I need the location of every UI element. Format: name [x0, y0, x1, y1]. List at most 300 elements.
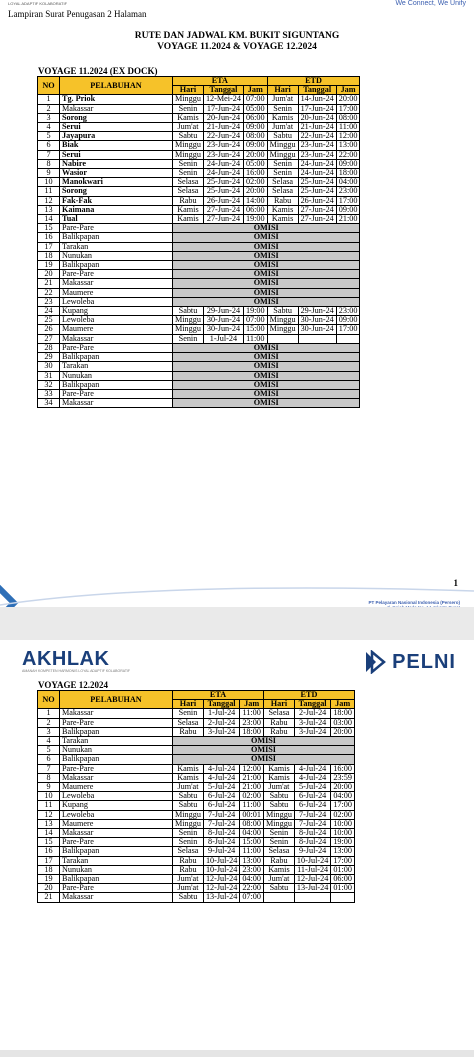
row-number: 21 — [38, 279, 60, 288]
eta-day: Selasa — [173, 178, 204, 187]
row-number: 20 — [38, 884, 60, 893]
eta-time: 04:00 — [240, 829, 264, 838]
etd-date: 23-Jun-24 — [298, 150, 336, 159]
eta-time: 09:00 — [243, 123, 267, 132]
port-name: Sorong — [60, 113, 173, 122]
table-row — [38, 95, 360, 104]
row-number: 19 — [38, 875, 60, 884]
table-row — [38, 792, 355, 801]
eta-day: Rabu — [173, 856, 204, 865]
table-row — [38, 755, 355, 764]
etd-day: Minggu — [267, 316, 298, 325]
etd-time: 18:00 — [336, 169, 360, 178]
port-name: Pare-Pare — [60, 718, 173, 727]
row-number: 14 — [38, 829, 60, 838]
eta-day: Selasa — [173, 187, 204, 196]
row-number: 18 — [38, 865, 60, 874]
eta-date: 8-Jul-24 — [203, 838, 239, 847]
row-number: 16 — [38, 847, 60, 856]
eta-date: 10-Jul-24 — [203, 865, 239, 874]
omisi-cell: OMISI — [173, 362, 360, 371]
etd-date: 17-Jun-24 — [298, 104, 336, 113]
table-row — [38, 362, 360, 371]
port-name: Makassar — [60, 709, 173, 718]
eta-date: 7-Jul-24 — [203, 819, 239, 828]
akhlak-tagline: AMANAH KOMPETEN HARMONIS LOYAL ADAPTIF KOLABORATIF — [22, 669, 131, 673]
omisi-cell: OMISI — [173, 353, 360, 362]
etd-time: 17:00 — [336, 196, 360, 205]
etd-time: 23:59 — [331, 773, 355, 782]
row-number: 15 — [38, 838, 60, 847]
eta-day: Minggu — [173, 316, 204, 325]
table-row — [38, 893, 355, 902]
etd-time: 09:00 — [336, 205, 360, 214]
etd-day: Selasa — [267, 187, 298, 196]
etd-date: 12-Jul-24 — [294, 875, 330, 884]
etd-day: Rabu — [263, 727, 294, 736]
eta-date: 23-Jun-24 — [203, 141, 243, 150]
eta-time: 00:01 — [240, 810, 264, 819]
table-row — [38, 737, 355, 746]
port-name: Pare-Pare — [60, 224, 173, 233]
etd-time: 23:00 — [336, 307, 360, 316]
etd-time: 13:00 — [336, 141, 360, 150]
etd-date: 7-Jul-24 — [294, 810, 330, 819]
port-name: Jayapura — [60, 132, 173, 141]
port-name: Makassar — [60, 829, 173, 838]
col-eta-jam: Jam — [240, 700, 264, 709]
table-row — [38, 141, 360, 150]
table-row — [38, 187, 360, 196]
etd-time: 21:00 — [336, 215, 360, 224]
eta-date: 2-Jul-24 — [203, 718, 239, 727]
eta-time: 02:00 — [240, 792, 264, 801]
row-number: 24 — [38, 307, 60, 316]
table-row — [38, 132, 360, 141]
etd-day: Kamis — [263, 773, 294, 782]
omisi-cell: OMISI — [173, 380, 360, 389]
eta-time: 23:00 — [240, 718, 264, 727]
port-name: Pare-Pare — [60, 389, 173, 398]
eta-day: Sabtu — [173, 307, 204, 316]
table-row — [38, 773, 355, 782]
port-name: Makassar — [60, 334, 173, 343]
etd-time: 17:00 — [331, 856, 355, 865]
col-eta-tanggal: Tanggal — [203, 700, 239, 709]
col-no: NO — [38, 77, 60, 95]
table-row — [38, 875, 355, 884]
row-number: 14 — [38, 215, 60, 224]
document-title: RUTE DAN JADWAL KM. BUKIT SIGUNTANG — [134, 31, 340, 41]
port-name: Kaimana — [60, 205, 173, 214]
eta-time: 20:00 — [243, 150, 267, 159]
table-row — [38, 389, 360, 398]
row-number: 5 — [38, 132, 60, 141]
eta-time: 19:00 — [243, 215, 267, 224]
eta-day: Minggu — [173, 325, 204, 334]
row-number: 19 — [38, 261, 60, 270]
col-no: NO — [38, 691, 60, 709]
port-name: Balikpapan — [60, 755, 173, 764]
port-name: Tarakan — [60, 856, 173, 865]
eta-day: Rabu — [173, 727, 204, 736]
pelni-wordmark: PELNI — [392, 650, 456, 673]
row-number: 8 — [38, 773, 60, 782]
etd-time: 10:00 — [331, 819, 355, 828]
etd-time: 06:00 — [331, 875, 355, 884]
eta-day: Jum'at — [173, 783, 204, 792]
etd-day: Senin — [267, 169, 298, 178]
row-number: 6 — [38, 141, 60, 150]
etd-date: 3-Jul-24 — [294, 718, 330, 727]
table-row — [38, 159, 360, 168]
col-etd-hari: Hari — [267, 86, 298, 95]
etd-time — [331, 893, 355, 902]
table-row — [38, 325, 360, 334]
port-name: Lewoleba — [60, 297, 173, 306]
eta-time: 14:00 — [243, 196, 267, 205]
eta-date: 30-Jun-24 — [203, 325, 243, 334]
port-name: Makassar — [60, 773, 173, 782]
col-eta: ETA — [173, 691, 264, 700]
etd-date: 5-Jul-24 — [294, 783, 330, 792]
table-row — [38, 215, 360, 224]
etd-time: 20:00 — [331, 783, 355, 792]
col-eta-tanggal: Tanggal — [203, 86, 243, 95]
table-row — [38, 810, 355, 819]
etd-time: 03:00 — [331, 718, 355, 727]
row-number: 33 — [38, 389, 60, 398]
company-name: PT Pelayaran Nasional Indonesia (Persero) — [368, 600, 460, 605]
eta-day: Senin — [173, 709, 204, 718]
row-number: 17 — [38, 242, 60, 251]
etd-day: Rabu — [263, 718, 294, 727]
row-number: 1 — [38, 95, 60, 104]
table-row — [38, 178, 360, 187]
voyage-label: VOYAGE 11.2024 (EX DOCK) — [38, 66, 158, 76]
port-name: Balikpapan — [60, 727, 173, 736]
etd-day: Senin — [263, 829, 294, 838]
etd-day: Kamis — [267, 205, 298, 214]
etd-time: 23:00 — [336, 187, 360, 196]
eta-date: 21-Jun-24 — [203, 123, 243, 132]
row-number: 16 — [38, 233, 60, 242]
omisi-cell: OMISI — [173, 270, 360, 279]
port-name: Tg. Priok — [60, 95, 173, 104]
port-name: Kupang — [60, 801, 173, 810]
etd-day: Senin — [267, 104, 298, 113]
omisi-cell: OMISI — [173, 343, 360, 352]
eta-time: 15:00 — [243, 325, 267, 334]
row-number: 11 — [38, 801, 60, 810]
table-row — [38, 113, 360, 122]
etd-date: 30-Jun-24 — [298, 316, 336, 325]
eta-day: Sabtu — [173, 132, 204, 141]
pelni-logo — [364, 650, 456, 674]
eta-time: 11:00 — [240, 709, 264, 718]
col-etd-hari: Hari — [263, 700, 294, 709]
etd-date: 22-Jun-24 — [298, 132, 336, 141]
row-number: 12 — [38, 810, 60, 819]
omisi-cell: OMISI — [173, 755, 355, 764]
eta-date: 27-Jun-24 — [203, 215, 243, 224]
eta-time: 05:00 — [243, 159, 267, 168]
etd-day: Senin — [267, 159, 298, 168]
port-name: Sorong — [60, 187, 173, 196]
etd-date: 26-Jun-24 — [298, 196, 336, 205]
etd-date: 11-Jul-24 — [294, 865, 330, 874]
etd-time: 16:00 — [331, 764, 355, 773]
port-name: Pare-Pare — [60, 270, 173, 279]
eta-day: Minggu — [173, 150, 204, 159]
port-name: Nabire — [60, 159, 173, 168]
eta-day: Rabu — [173, 865, 204, 874]
etd-date: 10-Jul-24 — [294, 856, 330, 865]
table-row — [38, 838, 355, 847]
port-name: Pare-Pare — [60, 884, 173, 893]
table-row — [38, 746, 355, 755]
etd-day: Selasa — [267, 178, 298, 187]
eta-date: 22-Jun-24 — [203, 132, 243, 141]
table-row — [38, 307, 360, 316]
schedule-table-voyage-11 — [37, 76, 360, 408]
etd-day: Minggu — [267, 150, 298, 159]
table-row — [38, 865, 355, 874]
table-row — [38, 884, 355, 893]
eta-time: 12:00 — [240, 764, 264, 773]
omisi-cell: OMISI — [173, 737, 355, 746]
etd-day: Rabu — [267, 196, 298, 205]
port-name: Balikpapan — [60, 261, 173, 270]
etd-time: 08:00 — [336, 113, 360, 122]
row-number: 3 — [38, 113, 60, 122]
row-number: 10 — [38, 178, 60, 187]
omisi-cell: OMISI — [173, 288, 360, 297]
etd-day: Selasa — [263, 709, 294, 718]
omisi-cell: OMISI — [173, 261, 360, 270]
eta-day: Senin — [173, 334, 204, 343]
port-name: Makassar — [60, 399, 173, 408]
etd-date: 9-Jul-24 — [294, 847, 330, 856]
table-row — [38, 224, 360, 233]
eta-day: Kamis — [173, 205, 204, 214]
etd-time: 17:00 — [336, 325, 360, 334]
col-eta-hari: Hari — [173, 700, 204, 709]
etd-day: Selasa — [263, 847, 294, 856]
eta-time: 02:00 — [243, 178, 267, 187]
etd-day: Sabtu — [267, 307, 298, 316]
omisi-cell: OMISI — [173, 242, 360, 251]
etd-day: Senin — [263, 838, 294, 847]
eta-date: 24-Jun-24 — [203, 169, 243, 178]
etd-time: 22:00 — [336, 150, 360, 159]
etd-date: 14-Jun-24 — [298, 95, 336, 104]
etd-day: Minggu — [267, 325, 298, 334]
eta-day: Sabtu — [173, 792, 204, 801]
row-number: 7 — [38, 150, 60, 159]
table-row — [38, 150, 360, 159]
row-number: 13 — [38, 205, 60, 214]
col-etd-tanggal: Tanggal — [294, 700, 330, 709]
eta-time: 19:00 — [243, 307, 267, 316]
etd-date: 7-Jul-24 — [294, 819, 330, 828]
row-number: 6 — [38, 755, 60, 764]
etd-date: 2-Jul-24 — [294, 709, 330, 718]
port-name: Tarakan — [60, 362, 173, 371]
table-row — [38, 196, 360, 205]
table-row — [38, 251, 360, 260]
eta-day: Minggu — [173, 810, 204, 819]
eta-day: Senin — [173, 159, 204, 168]
etd-date: 24-Jun-24 — [298, 159, 336, 168]
etd-date: 25-Jun-24 — [298, 187, 336, 196]
etd-date: 13-Jul-24 — [294, 884, 330, 893]
eta-time: 13:00 — [240, 856, 264, 865]
etd-time: 20:00 — [331, 727, 355, 736]
etd-date — [298, 334, 336, 343]
port-name: Manokwari — [60, 178, 173, 187]
eta-day: Jum'at — [173, 875, 204, 884]
etd-time: 20:00 — [336, 95, 360, 104]
port-name: Lewoleba — [60, 792, 173, 801]
table-row — [38, 334, 360, 343]
row-number: 17 — [38, 856, 60, 865]
eta-date: 4-Jul-24 — [203, 764, 239, 773]
port-name: Balikpapan — [60, 847, 173, 856]
port-name: Balikpapan — [60, 233, 173, 242]
etd-time: 17:00 — [331, 801, 355, 810]
row-number: 20 — [38, 270, 60, 279]
etd-time — [336, 334, 360, 343]
etd-date: 24-Jun-24 — [298, 169, 336, 178]
col-port: PELABUHAN — [60, 77, 173, 95]
row-number: 29 — [38, 353, 60, 362]
port-name: Pare-Pare — [60, 764, 173, 773]
port-name: Balikpapan — [60, 875, 173, 884]
port-name: Makassar — [60, 279, 173, 288]
etd-day: Jum'at — [263, 875, 294, 884]
omisi-cell: OMISI — [173, 279, 360, 288]
etd-date: 20-Jun-24 — [298, 113, 336, 122]
eta-time: 18:00 — [240, 727, 264, 736]
port-name: Nunukan — [60, 865, 173, 874]
etd-day: Jum'at — [263, 783, 294, 792]
table-row — [38, 399, 360, 408]
table-row — [38, 353, 360, 362]
etd-date: 4-Jul-24 — [294, 773, 330, 782]
eta-time: 05:00 — [243, 104, 267, 113]
page-number: 1 — [453, 578, 458, 588]
omisi-cell: OMISI — [173, 371, 360, 380]
eta-day: Jum'at — [173, 123, 204, 132]
eta-date: 1-Jul-24 — [203, 334, 243, 343]
table-row — [38, 709, 355, 718]
etd-date: 27-Jun-24 — [298, 205, 336, 214]
eta-date: 9-Jul-24 — [203, 847, 239, 856]
col-eta-hari: Hari — [173, 86, 204, 95]
eta-time: 23:00 — [240, 865, 264, 874]
omisi-cell: OMISI — [173, 251, 360, 260]
col-eta: ETA — [173, 77, 268, 86]
header-values-text: LOYAL ADAPTIF KOLABORATIF — [8, 1, 68, 6]
table-row — [38, 727, 355, 736]
port-name: Maumere — [60, 288, 173, 297]
port-name: Maumere — [60, 325, 173, 334]
port-name: Serui — [60, 150, 173, 159]
eta-date: 12-Jul-24 — [203, 875, 239, 884]
etd-date: 3-Jul-24 — [294, 727, 330, 736]
port-name: Makassar — [60, 104, 173, 113]
etd-time: 01:00 — [331, 865, 355, 874]
eta-time: 07:00 — [243, 95, 267, 104]
table-row — [38, 169, 360, 178]
eta-day: Kamis — [173, 764, 204, 773]
row-number: 4 — [38, 737, 60, 746]
eta-day: Rabu — [173, 196, 204, 205]
row-number: 11 — [38, 187, 60, 196]
etd-date: 27-Jun-24 — [298, 215, 336, 224]
row-number: 22 — [38, 288, 60, 297]
col-etd-jam: Jam — [336, 86, 360, 95]
tagline: We Connect, We Unify — [395, 0, 466, 7]
eta-time: 04:00 — [240, 875, 264, 884]
eta-date: 13-Jul-24 — [203, 893, 239, 902]
port-name: Maumere — [60, 783, 173, 792]
eta-time: 07:00 — [240, 893, 264, 902]
table-row — [38, 242, 360, 251]
eta-date: 25-Jun-24 — [203, 178, 243, 187]
document-subtitle: VOYAGE 11.2024 & VOYAGE 12.2024 — [157, 42, 317, 52]
port-name: Tarakan — [60, 737, 173, 746]
eta-day: Sabtu — [173, 893, 204, 902]
etd-day: Kamis — [263, 764, 294, 773]
port-name: Kupang — [60, 307, 173, 316]
table-row — [38, 371, 360, 380]
eta-time: 15:00 — [240, 838, 264, 847]
etd-date — [294, 893, 330, 902]
etd-day: Sabtu — [263, 792, 294, 801]
etd-day: Kamis — [267, 113, 298, 122]
etd-day — [263, 893, 294, 902]
etd-date: 23-Jun-24 — [298, 141, 336, 150]
eta-day: Selasa — [173, 718, 204, 727]
port-name: Nunukan — [60, 251, 173, 260]
table-row — [38, 343, 360, 352]
eta-date: 6-Jul-24 — [203, 792, 239, 801]
port-name: Pare-Pare — [60, 838, 173, 847]
etd-time: 02:00 — [331, 810, 355, 819]
bottom-edge — [0, 1050, 474, 1057]
row-number: 28 — [38, 343, 60, 352]
table-row — [38, 856, 355, 865]
eta-day: Senin — [173, 104, 204, 113]
etd-date: 25-Jun-24 — [298, 178, 336, 187]
etd-time: 19:00 — [331, 838, 355, 847]
eta-date: 4-Jul-24 — [203, 773, 239, 782]
row-number: 8 — [38, 159, 60, 168]
eta-time: 06:00 — [243, 113, 267, 122]
etd-day: Sabtu — [263, 801, 294, 810]
etd-time: 17:00 — [336, 104, 360, 113]
port-name: Balikpapan — [60, 353, 173, 362]
port-name: Fak-Fak — [60, 196, 173, 205]
table-row — [38, 819, 355, 828]
table-row — [38, 764, 355, 773]
table-row — [38, 279, 360, 288]
eta-day: Kamis — [173, 773, 204, 782]
akhlak-logo: AKHLAK — [22, 648, 110, 670]
port-name: Maumere — [60, 819, 173, 828]
